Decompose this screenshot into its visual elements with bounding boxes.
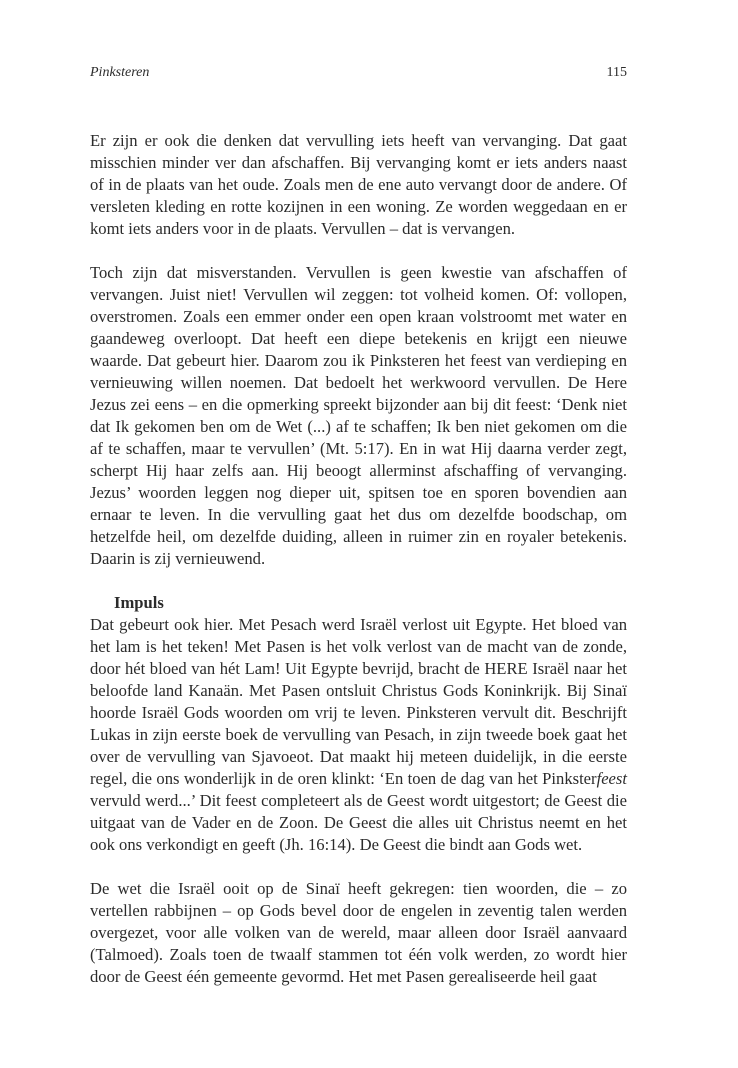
running-head-title: Pinksteren	[90, 65, 150, 80]
paragraph-impuls-text-continued: vervuld werd...’ Dit feest completeert als de Geest wordt uitgestort; de Geest die uitgaat van de Vader en de Zoon. De Geest die alles uit Christus neemt en het ook ons verkondigt en geeft (Jh. 16:14). De Geest die bindt aan Gods wet.	[90, 791, 627, 854]
paragraph-vervanging: Er zijn er ook die denken dat vervulling iets heeft van vervanging. Dat gaat misschien minder ver dan afschaffen. Bij vervanging komt er iets anders naast of in de plaats van het oude. Zoals men de ene auto vervangt door de andere. Of versleten kleding en rotte kozijnen in een woning. Ze worden weggedaan en er komt iets anders voor in de plaats. Vervullen – dat is vervangen.	[90, 131, 627, 238]
paragraph-spacer	[90, 570, 627, 592]
body-text	[90, 130, 627, 988]
paragraph-wet-sinai: De wet die Israël ooit op de Sinaï heeft gekregen: tien woorden, die – zo vertellen rabbijnen – op Gods bevel door de engelen in zeventig talen werden overgezet, voor alle volken van de wereld, maar alleen door Israël aanvaard (Talmoed). Zoals toen de twaalf stammen tot één volk werden, zo wordt hier door de Geest één gemeente gevormd. Het met Pasen gerealiseerde heil gaat	[90, 879, 627, 986]
paragraph-impuls-text: Dat gebeurt ook hier. Met Pesach werd Israël verlost uit Egypte. Het bloed van het lam is het teken! Met Pasen is het volk verlost van de macht van de zonde, door hét bloed van hét Lam! Uit Egypte bevrijd, bracht de HERE Israël naar het beloofde land Kanaän. Met Pasen ontsluit Christus Gods Koninkrijk. Bij Sinaï hoorde Israël Gods woorden om vrij te leven. Pinksteren vervult dit. Beschrijft Lukas in zijn eerste boek de vervulling van Pesach, in zijn tweede boek gaat het over de vervulling van Sjavoeot. Dat maakt hij meteen duidelijk, in die eerste regel, die ons wonderlijk in de oren klinkt: ‘En toen de dag van het Pinkster	[90, 615, 627, 788]
paragraph-spacer	[90, 856, 627, 878]
paragraph-misverstanden: Toch zijn dat misverstanden. Vervullen is geen kwestie van afschaffen of vervangen. Juist niet! Vervullen wil zeggen: tot volheid komen. Of: vollopen, overstromen. Zoals een emmer onder een open kraan volstroomt met water en gaandeweg overloopt. Dat heeft een diepe betekenis en krijgt een nieuwe waarde. Dat gebeurt hier. Daarom zou ik Pinksteren het feest van verdieping en vernieuwing willen noemen. Dat bedoelt het werkwoord vervullen. De Here Jezus zei eens – en die opmerking spreekt bijzonder aan bij dit feest: ‘Denk niet dat Ik gekomen ben om de Wet (...) af te schaffen; Ik ben niet gekomen om die af te schaffen, maar te vervullen’ (Mt. 5:17). En in wat Hij daarna verder zegt, scherpt Hij haar zelfs aan. Hij beoogt allerminst afschaffing of vervanging. Jezus’ woorden leggen nog dieper uit, spitsen toe en sporen bovendien aan ernaar te leven. In die vervulling gaat het dus om dezelfde boodschap, om hetzelfde heil, om dezelfde duiding, alleen in ruimer zin en royaler betekenis. Daarin is zij vernieuwend.	[90, 263, 627, 568]
section-heading-impuls: Impuls	[114, 593, 164, 612]
page-number: 115	[606, 65, 627, 80]
paragraph-impuls-emphasis: feest	[596, 769, 627, 788]
paragraph-spacer	[90, 240, 627, 262]
paragraph-impuls	[90, 614, 627, 856]
running-head	[90, 62, 627, 84]
